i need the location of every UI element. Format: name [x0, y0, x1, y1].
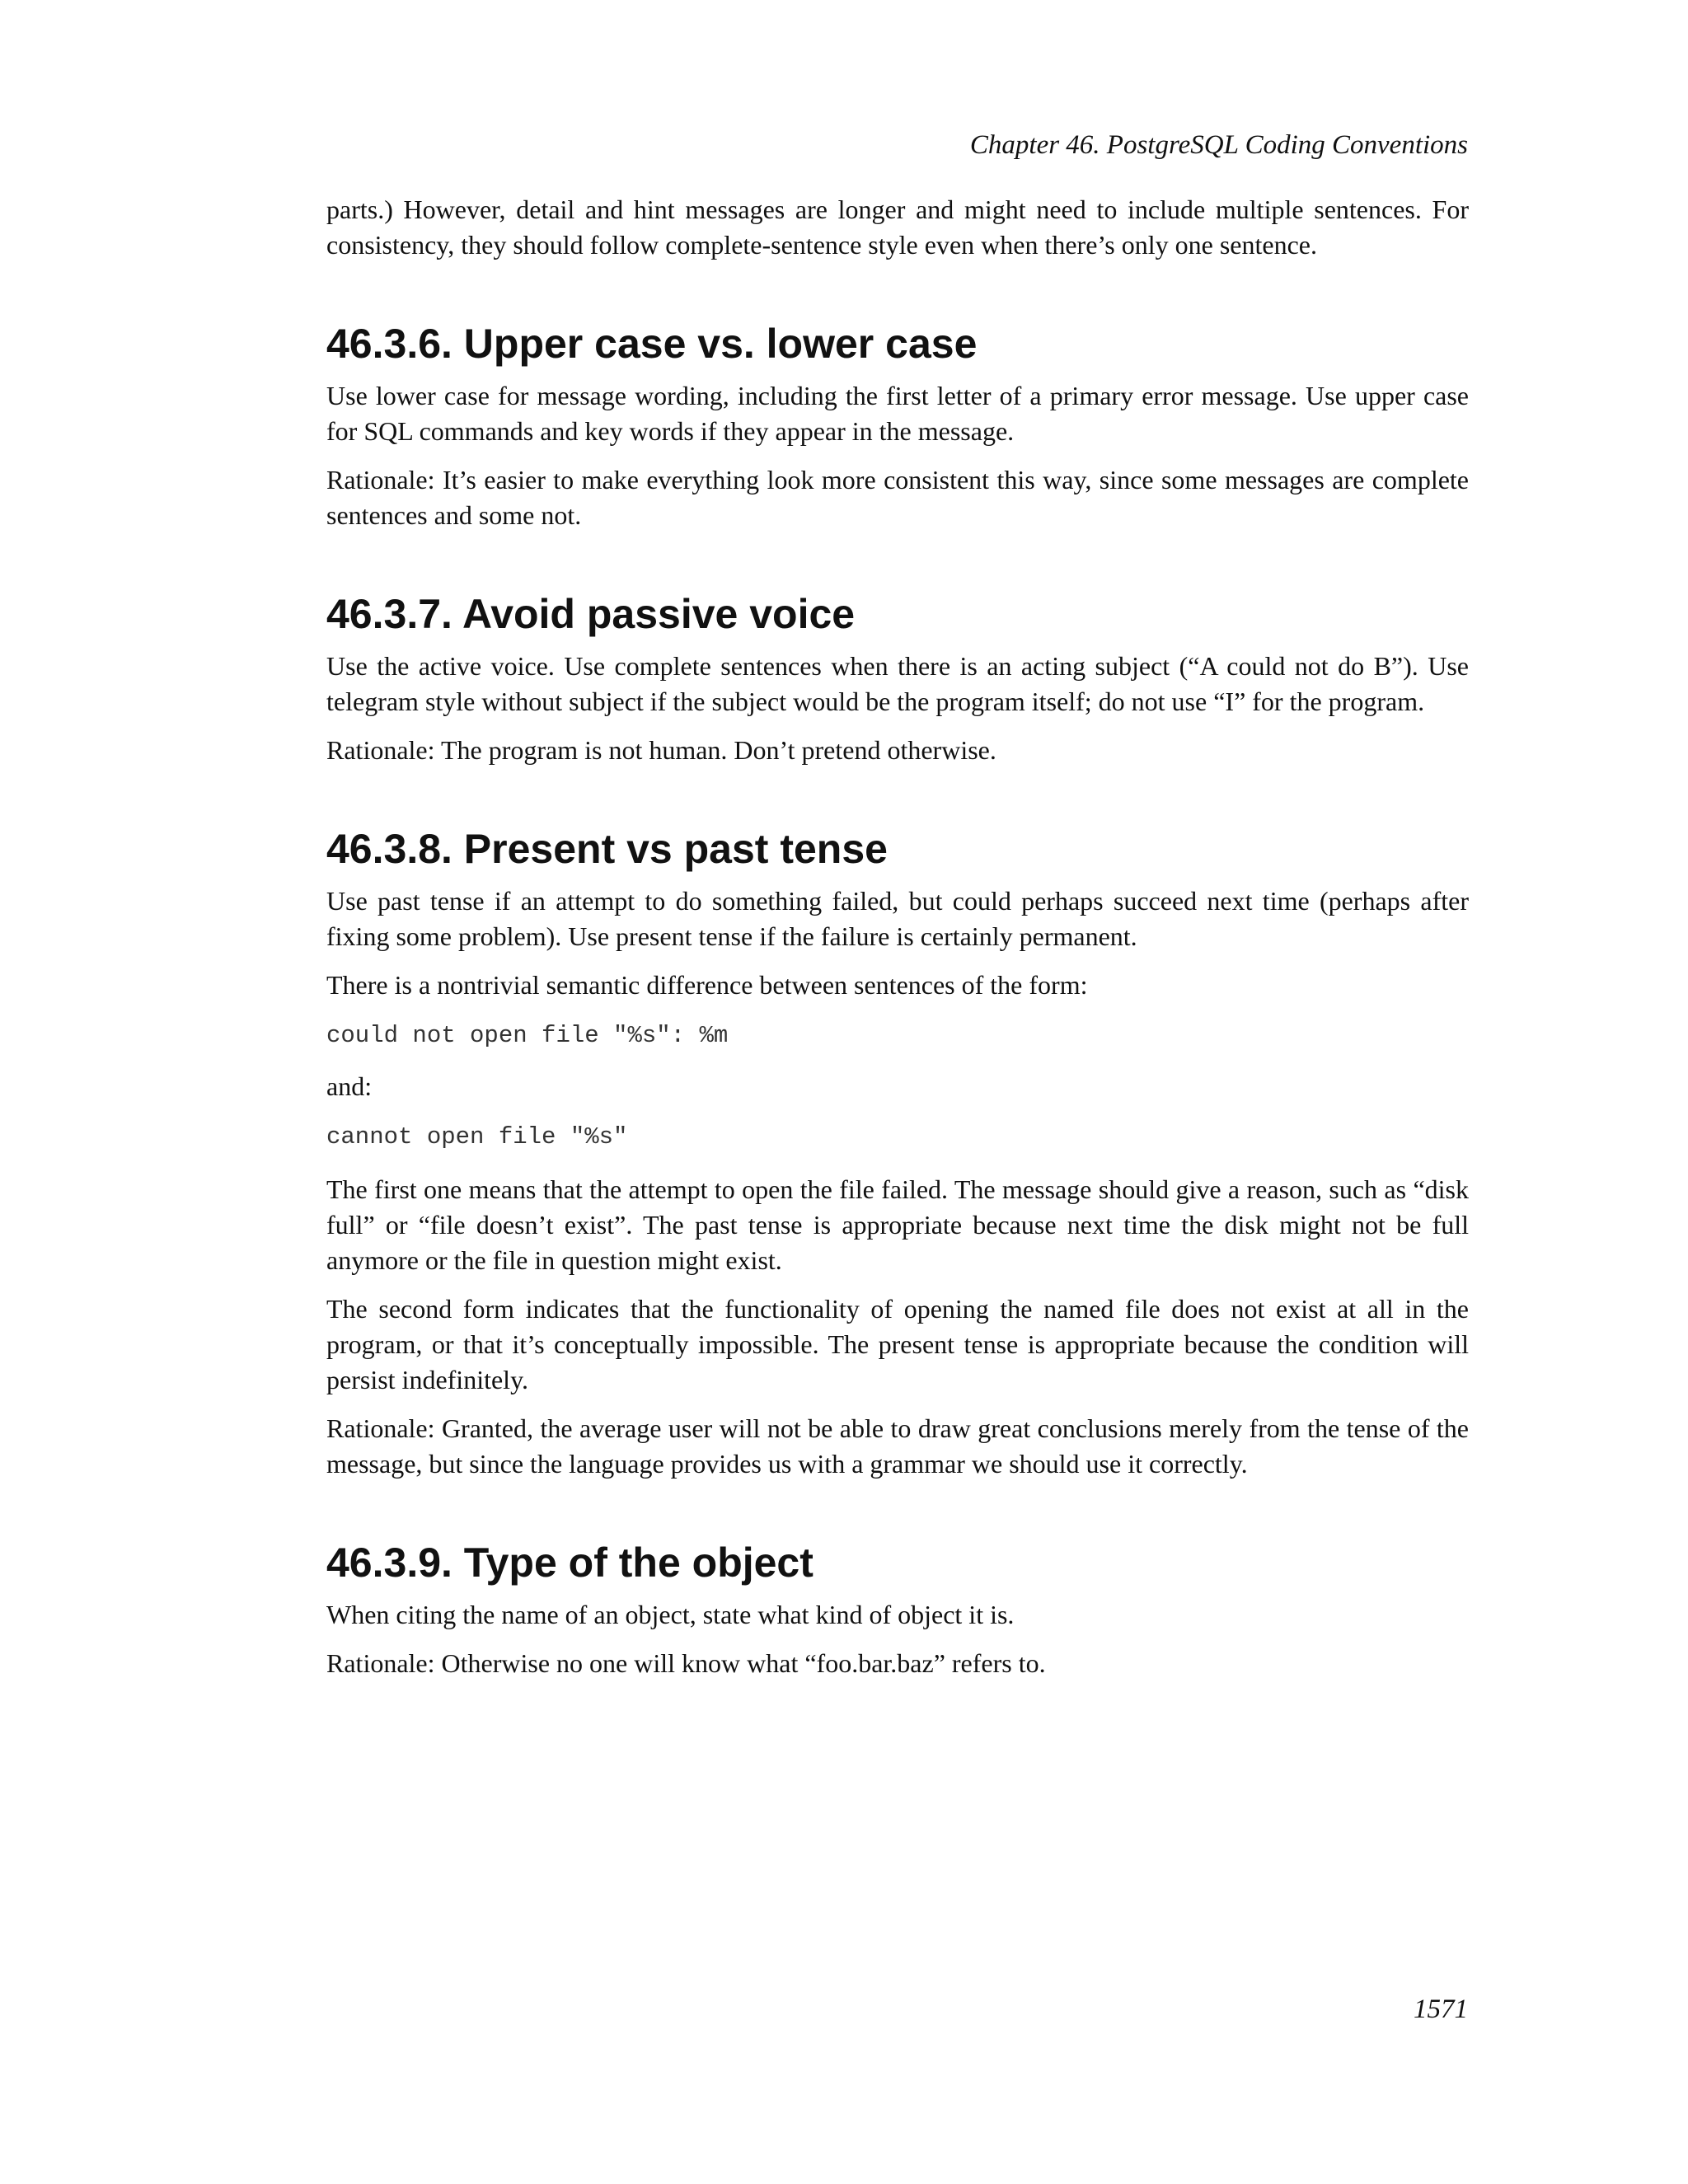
section-paragraph: The first one means that the attempt to open the file failed. The message should give a reason, such as “disk full” or “file doesn’t exist”. The past tense is appropriate because next time the disk might not be full anymore or the file in question might exist.: [326, 1174, 1469, 1275]
section-paragraph: Use the active voice. Use complete sentences when there is an acting subject (“A could not do B”). Use telegram style without subject if the subject would be the program itself; do not use “I” for the program.: [326, 651, 1469, 716]
page-content: [326, 192, 1469, 1681]
section-46-3-6: [326, 319, 1469, 533]
section-heading: 46.3.8. Present vs past tense: [326, 826, 888, 872]
running-header: Chapter 46. PostgreSQL Coding Conventions: [969, 130, 1468, 160]
rationale-paragraph: Rationale: Otherwise no one will know what “foo.bar.baz” refers to.: [326, 1648, 1046, 1678]
section-paragraph: Use lower case for message wording, including the first letter of a primary error message. Use upper case for SQL commands and key words if they appear in the message.: [326, 381, 1469, 446]
section-paragraph: Use past tense if an attempt to do something failed, but could perhaps succeed next time (perhaps after fixing some problem). Use present tense if the failure is certainly permanent.: [326, 886, 1469, 951]
section-46-3-7: [326, 589, 1469, 768]
section-paragraph: When citing the name of an object, state what kind of object it is.: [326, 1600, 1015, 1629]
section-heading: 46.3.9. Type of the object: [326, 1540, 814, 1586]
section-heading: 46.3.6. Upper case vs. lower case: [326, 321, 978, 367]
section-46-3-8: [326, 824, 1469, 1482]
code-example: could not open file "%s": %m: [326, 1022, 729, 1049]
code-example: cannot open file "%s": [326, 1123, 628, 1151]
section-paragraph: The second form indicates that the functionality of opening the named file does not exist at all in the program, or that it’s conceptually impossible. The present tense is appropriate because the condition will persist indefinitely.: [326, 1294, 1469, 1394]
rationale-paragraph: Rationale: It’s easier to make everything look more consistent this way, since some messages are complete sentences and some not.: [326, 465, 1469, 530]
section-paragraph: There is a nontrivial semantic difference between sentences of the form:: [326, 970, 1088, 1000]
intro-paragraph: parts.) However, detail and hint messages are longer and might need to include multiple sentences. For consistency, they should follow complete-sentence style even when there’s only one sentence.: [326, 194, 1469, 260]
page-number: 1571: [1414, 1994, 1468, 2024]
rationale-paragraph: Rationale: Granted, the average user will not be able to draw great conclusions merely from the tense of the message, but since the language provides us with a grammar we should use it correctly.: [326, 1413, 1469, 1479]
section-46-3-9: [326, 1538, 1469, 1681]
section-heading: 46.3.7. Avoid passive voice: [326, 591, 856, 637]
connector-text: and:: [326, 1071, 373, 1101]
rationale-paragraph: Rationale: The program is not human. Don’t pretend otherwise.: [326, 735, 996, 765]
